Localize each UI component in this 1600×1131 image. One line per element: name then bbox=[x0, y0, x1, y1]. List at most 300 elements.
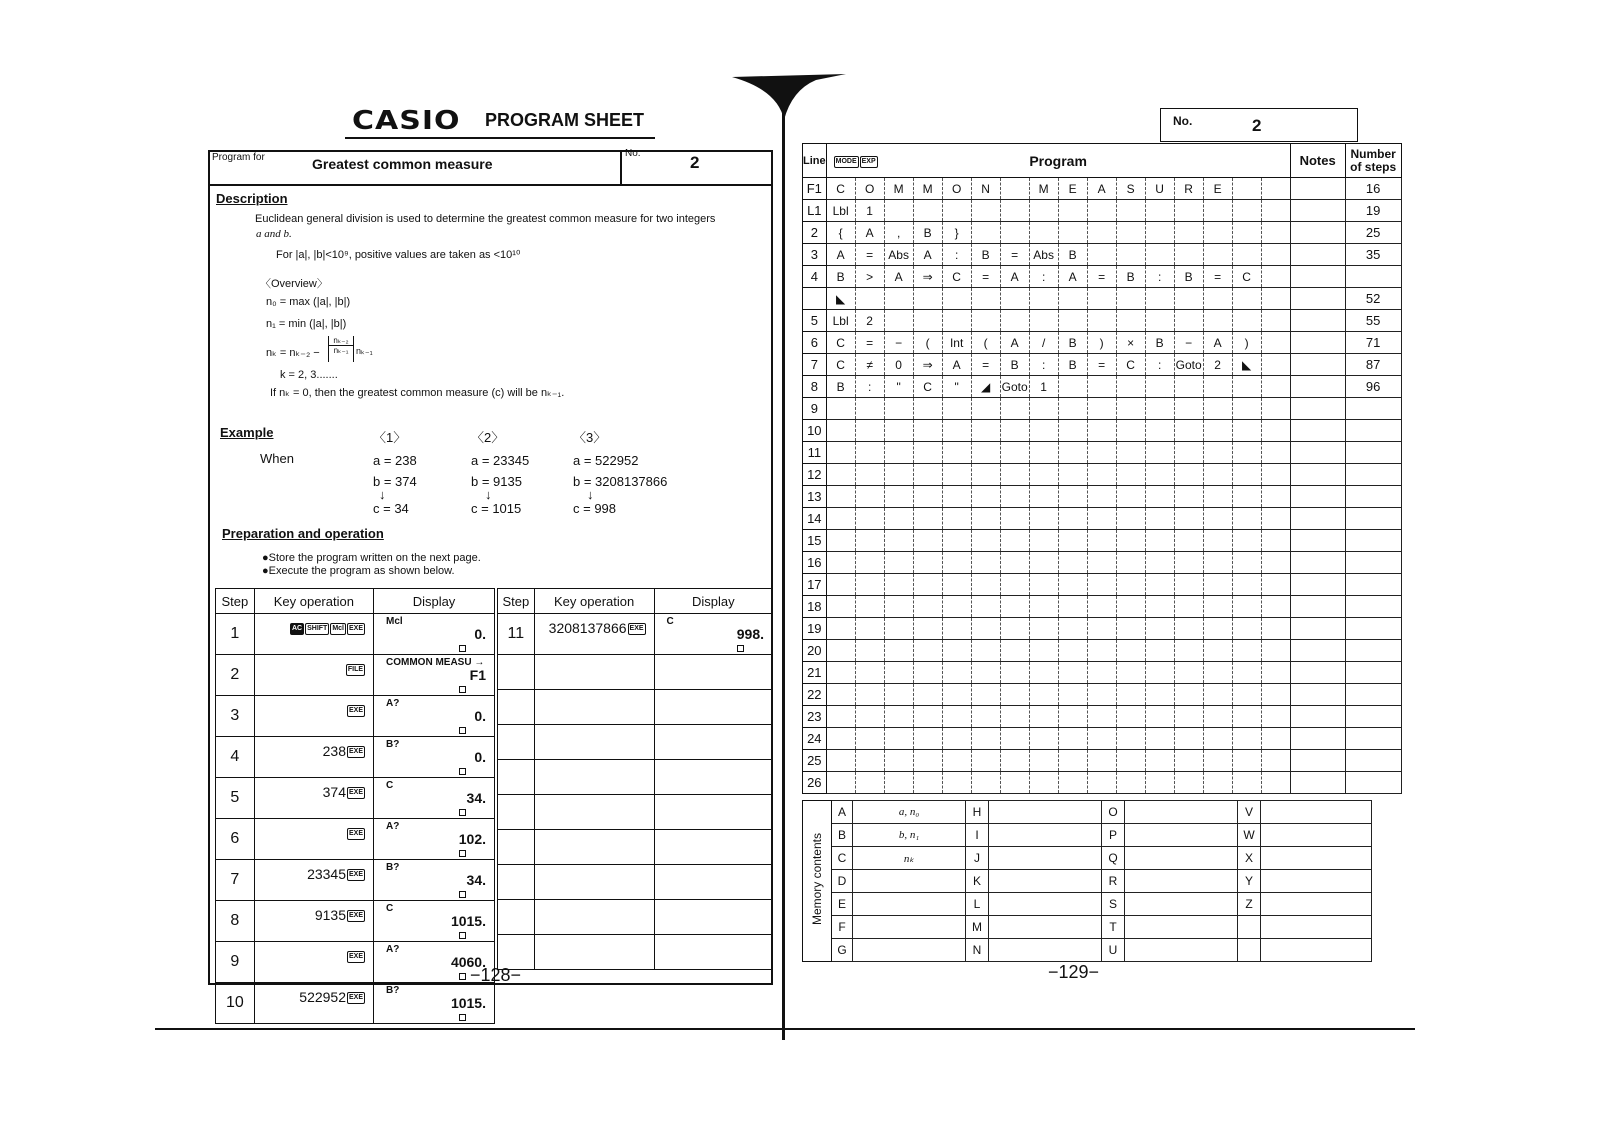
program-cell bbox=[1174, 508, 1203, 530]
spine-shadow bbox=[732, 74, 848, 124]
program-cell bbox=[1000, 750, 1029, 772]
formula-n0: n₀ = max (|a|, |b|) bbox=[266, 296, 351, 308]
program-cell bbox=[1232, 552, 1261, 574]
program-cell bbox=[942, 596, 971, 618]
program-cell: = bbox=[1087, 266, 1116, 288]
program-cell bbox=[1261, 288, 1290, 310]
program-cell bbox=[1087, 442, 1116, 464]
program-cell bbox=[942, 640, 971, 662]
display-value: 4060. bbox=[450, 954, 486, 970]
program-cell bbox=[1232, 442, 1261, 464]
key-icon: EXE bbox=[347, 623, 365, 635]
program-cell bbox=[1232, 750, 1261, 772]
col-step: Step bbox=[216, 589, 255, 614]
program-cell bbox=[942, 310, 971, 332]
program-cell bbox=[971, 508, 1000, 530]
notes-cell bbox=[1290, 640, 1345, 662]
table-row bbox=[216, 655, 495, 696]
program-cell bbox=[826, 552, 855, 574]
display-prompt: C bbox=[386, 903, 394, 914]
line-number: 10 bbox=[803, 420, 827, 442]
program-cell bbox=[855, 486, 884, 508]
table-row bbox=[498, 760, 773, 795]
program-cell bbox=[855, 508, 884, 530]
program-cell: E bbox=[1058, 178, 1087, 200]
program-cell bbox=[942, 420, 971, 442]
program-cell bbox=[884, 618, 913, 640]
example-b: b = 374 bbox=[373, 474, 417, 489]
line-number: 14 bbox=[803, 508, 827, 530]
program-cell bbox=[1261, 178, 1290, 200]
memory-value bbox=[989, 801, 1102, 824]
program-cell: B bbox=[1145, 332, 1174, 354]
memory-value bbox=[853, 939, 966, 962]
program-cell bbox=[1145, 376, 1174, 398]
display-cell bbox=[654, 614, 772, 655]
program-cell bbox=[1145, 310, 1174, 332]
program-cell bbox=[1058, 684, 1087, 706]
memory-letter: F bbox=[832, 916, 853, 939]
program-cell: B bbox=[826, 266, 855, 288]
table-row bbox=[498, 690, 773, 725]
program-cell: C bbox=[826, 178, 855, 200]
display-indicator-icon bbox=[459, 768, 466, 775]
notes-cell bbox=[1290, 354, 1345, 376]
key-icon: EXE bbox=[347, 910, 365, 922]
program-cell bbox=[1203, 486, 1232, 508]
program-cell: Goto bbox=[1000, 376, 1029, 398]
memory-letter: R bbox=[1102, 870, 1125, 893]
program-cell bbox=[1232, 530, 1261, 552]
program-cell bbox=[1261, 332, 1290, 354]
line-number: 9 bbox=[803, 398, 827, 420]
example-a: a = 238 bbox=[373, 453, 417, 468]
program-cell bbox=[855, 706, 884, 728]
program-row bbox=[803, 684, 1402, 706]
col-display: Display bbox=[654, 589, 772, 614]
program-cell: : bbox=[1029, 266, 1058, 288]
memory-letter: E bbox=[832, 893, 853, 916]
example-b: b = 3208137866 bbox=[573, 474, 668, 489]
mode-keys bbox=[833, 154, 878, 168]
ops-table-left bbox=[215, 588, 495, 1024]
program-cell: C bbox=[1116, 354, 1145, 376]
program-cell bbox=[1203, 728, 1232, 750]
program-cell bbox=[1261, 640, 1290, 662]
notes-cell bbox=[1290, 222, 1345, 244]
program-row bbox=[803, 222, 1402, 244]
program-cell bbox=[855, 728, 884, 750]
program-cell bbox=[1087, 376, 1116, 398]
program-cell bbox=[1029, 420, 1058, 442]
program-row bbox=[803, 640, 1402, 662]
program-cell bbox=[1029, 596, 1058, 618]
program-cell bbox=[913, 618, 942, 640]
program-cell bbox=[913, 684, 942, 706]
line-number: F1 bbox=[803, 178, 827, 200]
program-cell bbox=[826, 464, 855, 486]
key-icon: EXE bbox=[347, 705, 365, 717]
display-prompt: C bbox=[666, 616, 674, 627]
notes-cell bbox=[1290, 486, 1345, 508]
program-cell bbox=[971, 706, 1000, 728]
example-3 bbox=[573, 427, 667, 516]
example-1 bbox=[373, 427, 417, 516]
program-cell: ) bbox=[1232, 332, 1261, 354]
program-cell bbox=[1232, 486, 1261, 508]
program-cell bbox=[855, 552, 884, 574]
program-cell bbox=[826, 574, 855, 596]
program-cell: C bbox=[913, 376, 942, 398]
table-row bbox=[498, 655, 773, 690]
program-cell bbox=[1000, 772, 1029, 794]
program-cell bbox=[1232, 618, 1261, 640]
table-row bbox=[498, 830, 773, 865]
program-cell bbox=[1145, 684, 1174, 706]
program-cell bbox=[971, 398, 1000, 420]
program-cell bbox=[1203, 596, 1232, 618]
display-prompt: A? bbox=[386, 821, 400, 832]
program-cell bbox=[971, 200, 1000, 222]
program-cell bbox=[1232, 376, 1261, 398]
steps-cell bbox=[1345, 508, 1401, 530]
program-cell bbox=[1232, 596, 1261, 618]
display-prompt: B? bbox=[386, 862, 400, 873]
notes-header: Notes bbox=[1290, 144, 1345, 178]
program-cell bbox=[1261, 684, 1290, 706]
program-cell bbox=[1232, 508, 1261, 530]
program-cell bbox=[1232, 398, 1261, 420]
display-indicator-icon bbox=[459, 891, 466, 898]
program-cell bbox=[1203, 706, 1232, 728]
program-cell bbox=[913, 420, 942, 442]
program-cell bbox=[1174, 398, 1203, 420]
program-cell: : bbox=[1145, 354, 1174, 376]
program-cell: A bbox=[855, 222, 884, 244]
desc-line-1: Euclidean general division is used to determine the greatest common measure for two integers bbox=[255, 213, 716, 225]
prep-line-2: ●Execute the program as shown below. bbox=[262, 565, 455, 577]
key-operation bbox=[254, 983, 373, 1024]
memory-letter: S bbox=[1102, 893, 1125, 916]
table-row bbox=[498, 900, 773, 935]
program-cell bbox=[1203, 200, 1232, 222]
program-cell bbox=[1087, 728, 1116, 750]
program-cell bbox=[942, 618, 971, 640]
program-row bbox=[803, 486, 1402, 508]
program-cell bbox=[826, 618, 855, 640]
empty-cell bbox=[654, 865, 772, 900]
program-cell bbox=[913, 640, 942, 662]
program-cell bbox=[913, 200, 942, 222]
program-cell bbox=[1058, 772, 1087, 794]
key-icon: FILE bbox=[346, 664, 365, 676]
display-value: 102. bbox=[458, 831, 486, 847]
program-cell bbox=[1000, 288, 1029, 310]
program-cell bbox=[1174, 486, 1203, 508]
program-cell bbox=[1232, 464, 1261, 486]
program-cell bbox=[1000, 640, 1029, 662]
memory-value bbox=[1261, 916, 1372, 939]
when-label: When bbox=[260, 451, 294, 466]
program-cell bbox=[942, 508, 971, 530]
program-row bbox=[803, 288, 1402, 310]
notes-cell bbox=[1290, 684, 1345, 706]
program-cell: = bbox=[855, 244, 884, 266]
program-cell bbox=[1000, 662, 1029, 684]
display-indicator-icon bbox=[459, 932, 466, 939]
desc-line-2: a and b. bbox=[256, 228, 292, 240]
program-cell: E bbox=[1203, 178, 1232, 200]
program-cell bbox=[1116, 772, 1145, 794]
program-cell bbox=[942, 728, 971, 750]
program-cell bbox=[884, 530, 913, 552]
program-cell: = bbox=[855, 332, 884, 354]
program-row bbox=[803, 772, 1402, 794]
program-cell: B bbox=[1000, 354, 1029, 376]
program-cell bbox=[1232, 574, 1261, 596]
display-indicator-icon bbox=[737, 645, 744, 652]
program-cell bbox=[1261, 310, 1290, 332]
key-digits: 238 bbox=[322, 743, 346, 759]
program-cell bbox=[1174, 222, 1203, 244]
notes-cell bbox=[1290, 442, 1345, 464]
program-cell: : bbox=[1029, 354, 1058, 376]
program-row bbox=[803, 750, 1402, 772]
memory-value bbox=[989, 939, 1102, 962]
program-cell bbox=[826, 596, 855, 618]
program-cell bbox=[1029, 288, 1058, 310]
exp-key-icon: EXP bbox=[860, 156, 878, 168]
line-number: 21 bbox=[803, 662, 827, 684]
program-cell bbox=[1029, 222, 1058, 244]
steps-cell: 96 bbox=[1345, 376, 1401, 398]
col-display: Display bbox=[374, 589, 495, 614]
program-cell bbox=[971, 464, 1000, 486]
program-cell bbox=[884, 574, 913, 596]
memory-value: nₖ bbox=[853, 847, 966, 870]
program-cell bbox=[826, 486, 855, 508]
memory-letter: C bbox=[832, 847, 853, 870]
empty-cell bbox=[534, 655, 654, 690]
step-number: 11 bbox=[498, 614, 535, 655]
program-cell bbox=[1087, 288, 1116, 310]
line-number: 17 bbox=[803, 574, 827, 596]
program-cell bbox=[1116, 552, 1145, 574]
program-cell bbox=[1116, 442, 1145, 464]
program-cell bbox=[913, 398, 942, 420]
program-cell bbox=[855, 662, 884, 684]
program-cell bbox=[1174, 420, 1203, 442]
line-number: 6 bbox=[803, 332, 827, 354]
key-digits: 522952 bbox=[299, 989, 346, 1005]
program-cell bbox=[855, 640, 884, 662]
program-cell bbox=[1116, 420, 1145, 442]
empty-cell bbox=[534, 725, 654, 760]
steps-cell bbox=[1345, 750, 1401, 772]
step-number: 6 bbox=[216, 819, 255, 860]
program-cell: A bbox=[1058, 266, 1087, 288]
description-title: Description bbox=[216, 191, 288, 206]
empty-cell bbox=[498, 830, 535, 865]
program-cell bbox=[1203, 640, 1232, 662]
program-cell: C bbox=[826, 332, 855, 354]
example-title: Example bbox=[220, 425, 274, 440]
memory-value bbox=[989, 893, 1102, 916]
program-cell bbox=[1116, 244, 1145, 266]
program-header bbox=[826, 144, 1290, 178]
program-cell bbox=[884, 398, 913, 420]
memory-letter: N bbox=[966, 939, 989, 962]
memory-letter: A bbox=[832, 801, 853, 824]
empty-cell bbox=[498, 690, 535, 725]
program-cell bbox=[971, 310, 1000, 332]
steps-cell bbox=[1345, 772, 1401, 794]
steps-cell bbox=[1345, 596, 1401, 618]
program-cell bbox=[1261, 442, 1290, 464]
program-cell bbox=[942, 288, 971, 310]
program-cell bbox=[1116, 618, 1145, 640]
key-icon: EXE bbox=[347, 787, 365, 799]
program-cell bbox=[1145, 596, 1174, 618]
line-number: L1 bbox=[803, 200, 827, 222]
display-value: 1015. bbox=[450, 913, 486, 929]
program-row bbox=[803, 618, 1402, 640]
notes-cell bbox=[1290, 244, 1345, 266]
key-icon: EXE bbox=[347, 951, 365, 963]
formula-bracket bbox=[328, 336, 354, 362]
program-cell bbox=[1145, 222, 1174, 244]
program-cell: A bbox=[826, 244, 855, 266]
program-cell: 2 bbox=[1203, 354, 1232, 376]
program-cell bbox=[884, 420, 913, 442]
program-cell bbox=[1000, 442, 1029, 464]
program-cell bbox=[1261, 354, 1290, 376]
program-cell bbox=[971, 486, 1000, 508]
memory-value bbox=[989, 847, 1102, 870]
program-cell: 2 bbox=[855, 310, 884, 332]
program-cell bbox=[1145, 728, 1174, 750]
col-step: Step bbox=[498, 589, 535, 614]
program-cell bbox=[884, 728, 913, 750]
key-operation bbox=[534, 614, 654, 655]
program-cell bbox=[1174, 530, 1203, 552]
display-indicator-icon bbox=[459, 1014, 466, 1021]
empty-cell bbox=[654, 935, 772, 970]
program-row bbox=[803, 376, 1402, 398]
program-cell bbox=[1087, 750, 1116, 772]
program-row bbox=[803, 244, 1402, 266]
program-cell bbox=[913, 486, 942, 508]
program-cell bbox=[884, 706, 913, 728]
program-cell bbox=[1174, 376, 1203, 398]
program-cell bbox=[1029, 750, 1058, 772]
display-indicator-icon bbox=[459, 686, 466, 693]
program-cell bbox=[1261, 486, 1290, 508]
program-cell bbox=[1058, 728, 1087, 750]
program-cell bbox=[855, 750, 884, 772]
program-row bbox=[803, 310, 1402, 332]
example-head: 〈2〉 bbox=[471, 430, 505, 445]
example-a: a = 522952 bbox=[573, 453, 639, 468]
notes-cell bbox=[1290, 618, 1345, 640]
key-operation bbox=[254, 901, 373, 942]
key-operation bbox=[254, 778, 373, 819]
program-cell bbox=[913, 772, 942, 794]
line-number: 15 bbox=[803, 530, 827, 552]
notes-cell bbox=[1290, 530, 1345, 552]
notes-cell bbox=[1290, 706, 1345, 728]
program-cell bbox=[1145, 530, 1174, 552]
steps-cell: 55 bbox=[1345, 310, 1401, 332]
steps-cell: 16 bbox=[1345, 178, 1401, 200]
program-cell bbox=[913, 750, 942, 772]
program-cell bbox=[884, 684, 913, 706]
program-cell bbox=[1232, 288, 1261, 310]
program-row bbox=[803, 728, 1402, 750]
program-cell bbox=[1174, 288, 1203, 310]
table-row bbox=[216, 696, 495, 737]
steps-cell: 52 bbox=[1345, 288, 1401, 310]
program-cell bbox=[1116, 596, 1145, 618]
program-cell bbox=[1116, 574, 1145, 596]
program-cell bbox=[1174, 310, 1203, 332]
program-cell: : bbox=[855, 376, 884, 398]
notes-cell bbox=[1290, 310, 1345, 332]
program-row bbox=[803, 200, 1402, 222]
program-cell bbox=[1029, 508, 1058, 530]
program-cell bbox=[1232, 684, 1261, 706]
program-cell bbox=[1203, 244, 1232, 266]
program-cell bbox=[1000, 728, 1029, 750]
program-cell bbox=[1203, 508, 1232, 530]
memory-row bbox=[803, 870, 1372, 893]
program-cell bbox=[913, 662, 942, 684]
program-cell bbox=[855, 618, 884, 640]
table-row bbox=[216, 983, 495, 1024]
table-row bbox=[498, 865, 773, 900]
program-cell bbox=[1029, 728, 1058, 750]
program-cell bbox=[1116, 200, 1145, 222]
program-cell: } bbox=[942, 222, 971, 244]
program-cell bbox=[1116, 640, 1145, 662]
program-cell bbox=[942, 772, 971, 794]
program-cell bbox=[971, 288, 1000, 310]
empty-cell bbox=[498, 655, 535, 690]
program-cell bbox=[1058, 618, 1087, 640]
program-cell bbox=[1203, 222, 1232, 244]
key-operation bbox=[254, 737, 373, 778]
empty-cell bbox=[498, 760, 535, 795]
program-cell bbox=[1232, 772, 1261, 794]
key-digits: 23345 bbox=[307, 866, 346, 882]
program-cell bbox=[1029, 530, 1058, 552]
memory-value bbox=[1125, 870, 1238, 893]
program-cell bbox=[1058, 596, 1087, 618]
formula-nk-left: nₖ = nₖ₋₂ − bbox=[266, 347, 320, 359]
steps-cell bbox=[1345, 618, 1401, 640]
program-cell bbox=[1145, 398, 1174, 420]
page-number-left: −128− bbox=[470, 965, 522, 985]
program-cell bbox=[1058, 706, 1087, 728]
program-cell bbox=[1174, 464, 1203, 486]
program-cell: Lbl bbox=[826, 200, 855, 222]
program-cell bbox=[942, 398, 971, 420]
key-digits: 3208137866 bbox=[548, 620, 627, 636]
steps-cell bbox=[1345, 640, 1401, 662]
program-cell: B bbox=[826, 376, 855, 398]
table-row bbox=[216, 737, 495, 778]
program-cell bbox=[1232, 728, 1261, 750]
